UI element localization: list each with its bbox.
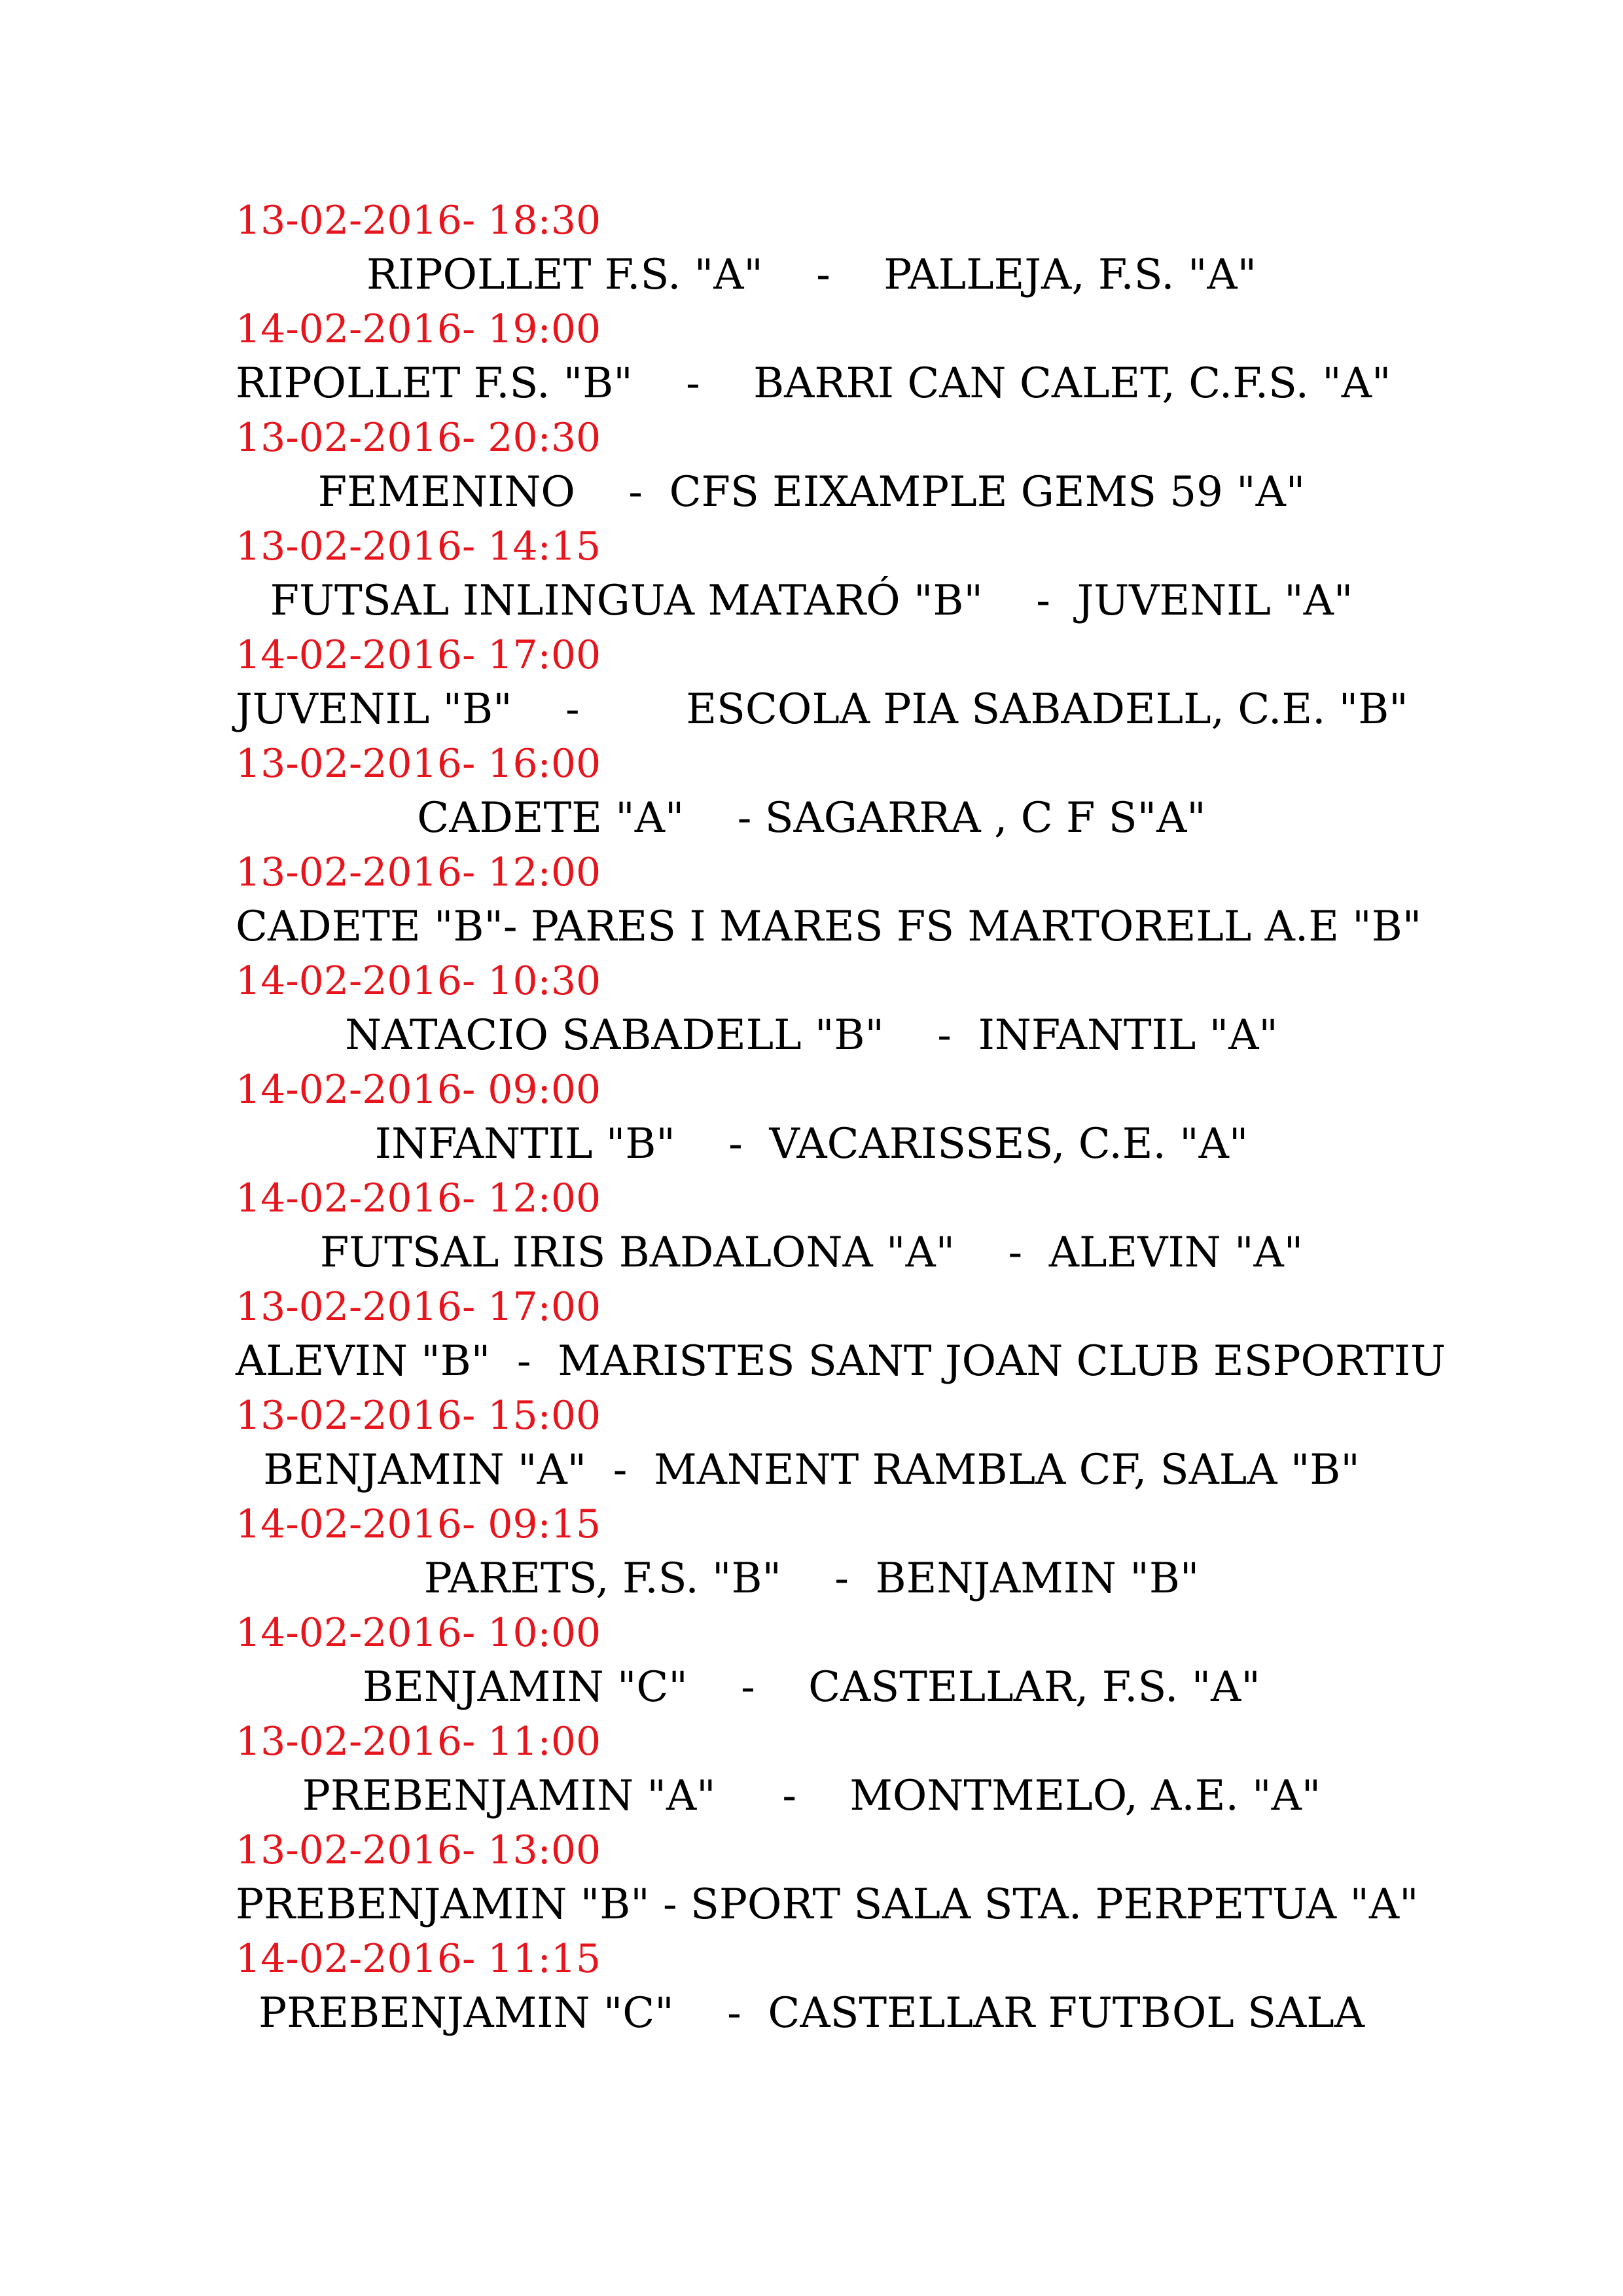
match-entry [236, 1280, 1446, 1389]
match-teams: INFANTIL "B" - VACARISSES, C.E. "A" [374, 1120, 1249, 1168]
match-datetime: 14-02-2016- 12:00 [236, 1175, 601, 1221]
match-entry [236, 628, 1408, 737]
match-teams: BENJAMIN "A" - MANENT RAMBLA CF, SALA "B" [263, 1446, 1360, 1494]
match-datetime: 14-02-2016- 10:30 [236, 958, 601, 1004]
match-datetime: 14-02-2016- 09:00 [236, 1067, 601, 1113]
match-datetime: 14-02-2016- 10:00 [236, 1610, 601, 1656]
match-entry [236, 520, 1387, 628]
match-teams: CADETE "B"- PARES I MARES FS MARTORELL A.E "B" [236, 903, 1422, 951]
match-datetime: 13-02-2016- 16:00 [236, 741, 601, 787]
match-teams: RIPOLLET F.S. "A" - PALLEJA, F.S. "A" [366, 251, 1257, 299]
match-entry [236, 1715, 1387, 1823]
match-datetime: 13-02-2016- 15:00 [236, 1393, 601, 1439]
match-entry [236, 1498, 1387, 1606]
match-entry [236, 1063, 1387, 1172]
match-datetime: 13-02-2016- 14:15 [236, 524, 601, 569]
match-entry [236, 194, 1387, 302]
match-entry [236, 1606, 1387, 1715]
match-datetime: 14-02-2016- 19:00 [236, 306, 601, 352]
match-teams: BENJAMIN "C" - CASTELLAR, F.S. "A" [363, 1663, 1260, 1712]
match-teams: PREBENJAMIN "A" - MONTMELO, A.E. "A" [302, 1772, 1321, 1820]
match-entry [236, 1823, 1419, 1932]
match-datetime: 14-02-2016- 09:15 [236, 1501, 601, 1547]
match-entry [236, 1932, 1387, 2041]
match-datetime: 13-02-2016- 17:00 [236, 1284, 601, 1330]
match-teams: ALEVIN "B" - MARISTES SANT JOAN CLUB ESPORTIU [236, 1337, 1446, 1386]
match-teams: PREBENJAMIN "B" - SPORT SALA STA. PERPETUA "A" [236, 1880, 1419, 1929]
match-datetime: 14-02-2016- 11:15 [236, 1936, 601, 1982]
match-entry [236, 1172, 1387, 1280]
match-datetime: 13-02-2016- 12:00 [236, 850, 601, 895]
match-entry [236, 846, 1422, 954]
match-teams: RIPOLLET F.S. "B" - BARRI CAN CALET, C.F.S. "A" [236, 359, 1391, 408]
match-teams: FUTSAL IRIS BADALONA "A" - ALEVIN "A" [319, 1229, 1304, 1277]
match-datetime: 14-02-2016- 17:00 [236, 632, 601, 678]
match-datetime: 13-02-2016- 20:30 [236, 415, 601, 461]
match-entry [236, 737, 1387, 846]
match-entry [236, 1389, 1387, 1498]
match-teams: CADETE "A" - SAGARRA , C F S"A" [417, 794, 1206, 842]
match-teams: FEMENINO - CFS EIXAMPLE GEMS 59 "A" [317, 468, 1306, 516]
match-entry [236, 302, 1391, 411]
match-datetime: 13-02-2016- 11:00 [236, 1719, 601, 1765]
match-entry [236, 954, 1387, 1063]
match-teams: FUTSAL INLINGUA MATARÓ "B" - JUVENIL "A" [270, 577, 1353, 625]
match-datetime: 13-02-2016- 18:30 [236, 198, 601, 243]
match-teams: JUVENIL "B" - ESCOLA PIA SABADELL, C.E. "B" [236, 685, 1408, 734]
match-schedule [236, 194, 1446, 2041]
match-datetime: 13-02-2016- 13:00 [236, 1827, 601, 1873]
match-teams: NATACIO SABADELL "B" - INFANTIL "A" [345, 1011, 1278, 1060]
match-entry [236, 411, 1387, 520]
match-teams: PREBENJAMIN "C" - CASTELLAR FUTBOL SALA [259, 1989, 1364, 2037]
match-teams: PARETS, F.S. "B" - BENJAMIN "B" [423, 1554, 1200, 1603]
